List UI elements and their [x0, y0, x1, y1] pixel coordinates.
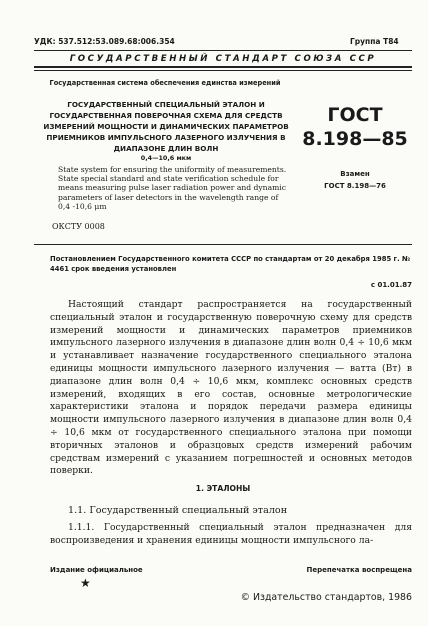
english-title: State system for ensuring the uniformity of measurements. State special standard and state verification schedule for means measuring pulse laser radiation power and dynamic parameters of laser detectors in the wavelength range of 0,4 -10,6 μm — [58, 165, 287, 211]
replaces-standard: ГОСТ 8.198—76 — [324, 182, 386, 190]
okstu-code: ОКСТУ 0008 — [52, 222, 105, 231]
system-name: Государственная система обеспечения единства измерений — [49, 79, 281, 87]
gost-label: ГОСТ — [327, 104, 383, 126]
section-heading: 1. ЭТАЛОНЫ — [195, 484, 251, 493]
standard-banner: ГОСУДАРСТВЕННЫЙ СТАНДАРТ СОЮЗА ССР — [69, 54, 377, 64]
udk-code: УДК: 537.512:53.089.68:006.354 — [34, 37, 175, 46]
official-edition: Издание официальное — [50, 566, 143, 574]
star-icon: ★ — [80, 576, 91, 590]
banner-rule-thick — [34, 66, 412, 68]
okstu-rule — [34, 244, 412, 245]
intro-paragraph: Настоящий стандарт распространяется на государственный специальный эталон и государственную поверочную схему для средств измерений мощности и динамических параметров приемников импульсного лазерного излучения в диапазоне длин волн 0,4 ÷ 10,6 мкм и устанавливает назначение государственного специального эталона единицы мощности импульсного лазерного излучения — ватта (Вт) в диапазоне длин волн 0,4 ÷ 10,6 мкм, комплекс основных средств измерений, входящих в его состав, основные метрологические характеристики эталона и порядок передачи размера единицы мощности импульсного лазерного излучения в диапазоне длин волн 0,4 ÷ 10,6 мкм от государственного специального эталона при помощи вторичных эталонов и образцовых средств измерений рабочим средствам измерений с указанием погрешностей и основных методов поверки. — [50, 299, 412, 477]
banner-rule-thin — [34, 70, 412, 71]
group-code: Группа Т84 — [350, 37, 399, 46]
gost-number: 8.198—85 — [302, 128, 408, 150]
top-rule — [34, 50, 412, 51]
decree-text: Постановлением Государственного комитета СССР по стандартам от 20 декабря 1985 г. № 4461 срок введения установлен — [50, 255, 411, 273]
effective-date: с 01.01.87 — [370, 281, 412, 289]
wavelength-range: 0,4—10,6 мкм — [140, 154, 192, 162]
replaces-label: Взамен — [340, 170, 370, 178]
document-title: ГОСУДАРСТВЕННЫЙ СПЕЦИАЛЬНЫЙ ЭТАЛОН И ГОСУДАРСТВЕННАЯ ПОВЕРОЧНАЯ СХЕМА ДЛЯ СРЕДСТВ ИЗМЕРЕНИЙ МОЩНОСТИ И ДИНАМИЧЕСКИХ ПАРАМЕТРОВ ПРИЕМНИКОВ ИМПУЛЬСНОГО ЛАЗЕРНОГО ИЗЛУЧЕНИЯ В ДИАПАЗОНЕ ДЛИН ВОЛН — [43, 100, 289, 153]
publisher-copyright: © Издательство стандартов, 1986 — [240, 592, 412, 603]
paragraph-1-1-1: 1.1.1. Государственный специальный эталон предназначен для воспроизведения и хранения единицы мощности импульсного ла- — [50, 522, 412, 546]
reprint-notice: Перепечатка воспрещена — [306, 566, 412, 574]
subsection-heading: 1.1. Государственный специальный эталон — [68, 505, 288, 516]
